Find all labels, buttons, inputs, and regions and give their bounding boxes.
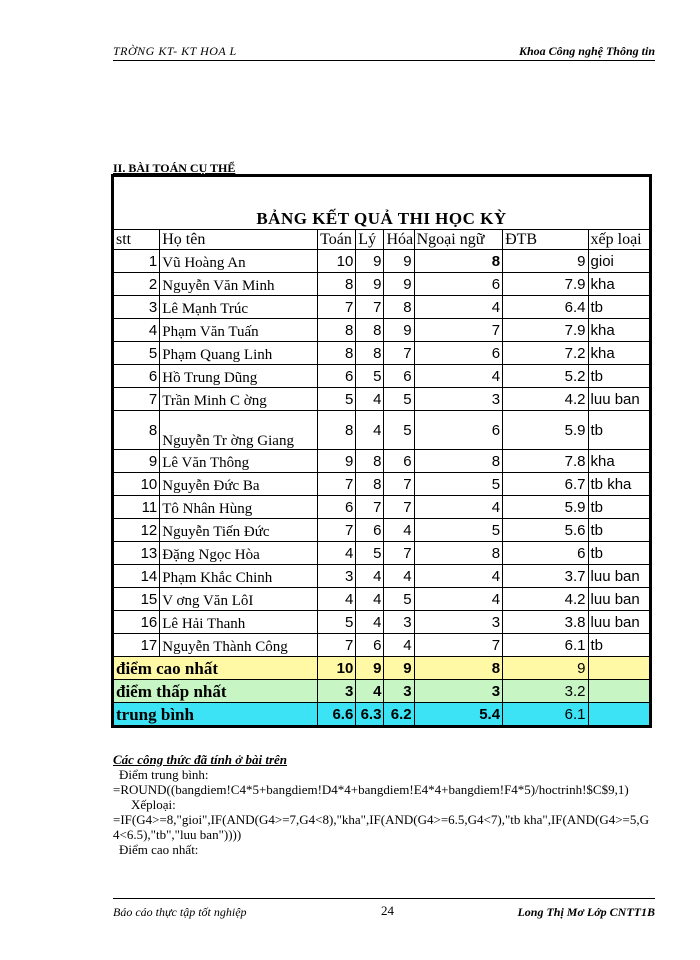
score-average: 4.2 xyxy=(503,388,588,411)
table-row xyxy=(114,473,650,496)
summary-cell: 6.3 xyxy=(356,703,384,726)
col-header-stt: stt xyxy=(114,230,160,250)
student-name: Nguyễn Thành Công xyxy=(160,634,318,657)
table-row xyxy=(114,542,650,565)
score-language: 7 xyxy=(414,319,502,342)
score-average: 7.8 xyxy=(503,450,588,473)
score-chemistry: 5 xyxy=(384,388,414,411)
score-language: 6 xyxy=(414,411,502,450)
score-physics: 4 xyxy=(356,611,384,634)
table-header-row xyxy=(114,230,650,250)
score-language: 8 xyxy=(414,450,502,473)
summary-cell: 3 xyxy=(414,680,502,703)
rank: tb xyxy=(588,519,649,542)
student-name: Tô Nhân Hùng xyxy=(160,496,318,519)
score-language: 4 xyxy=(414,565,502,588)
score-average: 7.9 xyxy=(503,319,588,342)
rank-formula-label: Xếploại: xyxy=(131,797,176,812)
score-math: 6 xyxy=(318,365,356,388)
col-header-rank: xếp loại xyxy=(588,230,649,250)
score-physics: 6 xyxy=(356,634,384,657)
score-chemistry: 4 xyxy=(384,519,414,542)
score-average: 7.9 xyxy=(503,273,588,296)
row-stt: 11 xyxy=(114,496,160,519)
summary-cell-empty xyxy=(588,680,649,703)
avg-formula: =ROUND((bangdiem!C4*5+bangdiem!D4*4+bangdiem!E4*4+bangdiem!F4*5)/hoctrinh!$C$9,1) xyxy=(113,782,629,797)
rank: tb xyxy=(588,634,649,657)
score-chemistry: 7 xyxy=(384,473,414,496)
score-average: 6.7 xyxy=(503,473,588,496)
score-math: 4 xyxy=(318,588,356,611)
score-language: 5 xyxy=(414,473,502,496)
score-chemistry: 7 xyxy=(384,342,414,365)
score-physics: 4 xyxy=(356,411,384,450)
row-stt: 6 xyxy=(114,365,160,388)
student-name: Lê Mạnh Trúc xyxy=(160,296,318,319)
table-row xyxy=(114,611,650,634)
rank: tb xyxy=(588,496,649,519)
score-language: 3 xyxy=(414,611,502,634)
col-header-average: ĐTB xyxy=(503,230,588,250)
table-row xyxy=(114,342,650,365)
score-math: 7 xyxy=(318,473,356,496)
row-stt: 16 xyxy=(114,611,160,634)
score-physics: 8 xyxy=(356,473,384,496)
table-row xyxy=(114,496,650,519)
score-math: 9 xyxy=(318,450,356,473)
col-header-math: Toán xyxy=(318,230,356,250)
score-chemistry: 9 xyxy=(384,319,414,342)
score-language: 5 xyxy=(414,519,502,542)
table-row xyxy=(114,365,650,388)
rank: tb xyxy=(588,296,649,319)
student-name: Phạm Văn Tuấn xyxy=(160,319,318,342)
student-name: Phạm Khắc Chinh xyxy=(160,565,318,588)
score-physics: 4 xyxy=(356,565,384,588)
summary-cell: 3 xyxy=(384,680,414,703)
rank: gioi xyxy=(588,250,649,273)
rank: luu ban xyxy=(588,588,649,611)
table-row xyxy=(114,319,650,342)
score-language: 6 xyxy=(414,342,502,365)
table-row xyxy=(114,450,650,473)
score-math: 3 xyxy=(318,565,356,588)
score-chemistry: 7 xyxy=(384,542,414,565)
score-average: 4.2 xyxy=(503,588,588,611)
score-language: 4 xyxy=(414,496,502,519)
score-average: 3.7 xyxy=(503,565,588,588)
score-physics: 4 xyxy=(356,588,384,611)
score-chemistry: 8 xyxy=(384,296,414,319)
summary-cell: 10 xyxy=(318,657,356,680)
score-physics: 8 xyxy=(356,450,384,473)
rank: tb kha xyxy=(588,473,649,496)
summary-row-max xyxy=(114,657,650,680)
student-name: V ơng Văn LôI xyxy=(160,588,318,611)
row-stt: 2 xyxy=(114,273,160,296)
score-math: 4 xyxy=(318,542,356,565)
score-average: 9 xyxy=(503,250,588,273)
col-header-chemistry: Hóa xyxy=(384,230,414,250)
summary-cell: 6.2 xyxy=(384,703,414,726)
summary-label: điểm cao nhất xyxy=(114,657,318,680)
score-physics: 9 xyxy=(356,250,384,273)
score-chemistry: 4 xyxy=(384,565,414,588)
score-chemistry: 6 xyxy=(384,450,414,473)
score-language: 8 xyxy=(414,250,502,273)
table-row xyxy=(114,250,650,273)
score-math: 10 xyxy=(318,250,356,273)
table-row xyxy=(114,411,650,450)
score-average: 5.9 xyxy=(503,496,588,519)
score-physics: 5 xyxy=(356,365,384,388)
student-name: Trần Minh C ờng xyxy=(160,388,318,411)
summary-cell: 4 xyxy=(356,680,384,703)
formulas-title: Các công thức đã tính ở bài trên xyxy=(113,752,288,767)
row-stt: 15 xyxy=(114,588,160,611)
avg-formula-label: Điểm trung bình: xyxy=(119,767,209,782)
row-stt: 1 xyxy=(114,250,160,273)
score-average: 5.9 xyxy=(503,411,588,450)
score-math: 8 xyxy=(318,273,356,296)
header-faculty: Khoa Công nghệ Thông tin xyxy=(518,44,655,58)
table-row xyxy=(114,634,650,657)
score-physics: 6 xyxy=(356,519,384,542)
summary-cell: 9 xyxy=(356,657,384,680)
score-math: 8 xyxy=(318,342,356,365)
score-math: 7 xyxy=(318,634,356,657)
table-row xyxy=(114,519,650,542)
score-average: 3.8 xyxy=(503,611,588,634)
score-physics: 8 xyxy=(356,342,384,365)
col-header-language: Ngoại ngữ xyxy=(414,230,502,250)
score-language: 4 xyxy=(414,588,502,611)
summary-cell: 8 xyxy=(414,657,502,680)
score-physics: 4 xyxy=(356,388,384,411)
summary-row-min xyxy=(114,680,650,703)
page-footer xyxy=(113,898,655,919)
student-name: Lê Văn Thông xyxy=(160,450,318,473)
summary-cell: 3 xyxy=(318,680,356,703)
score-chemistry: 5 xyxy=(384,588,414,611)
header-school: TRỜNG KT- KT HOA L xyxy=(113,44,237,58)
rank: luu ban xyxy=(588,565,649,588)
score-math: 7 xyxy=(318,519,356,542)
score-math: 6 xyxy=(318,496,356,519)
row-stt: 4 xyxy=(114,319,160,342)
score-physics: 5 xyxy=(356,542,384,565)
summary-cell: 6.6 xyxy=(318,703,356,726)
col-header-name: Họ tên xyxy=(160,230,318,250)
rank: kha xyxy=(588,450,649,473)
score-physics: 7 xyxy=(356,496,384,519)
rank: kha xyxy=(588,273,649,296)
rank: kha xyxy=(588,342,649,365)
score-chemistry: 7 xyxy=(384,496,414,519)
score-language: 3 xyxy=(414,388,502,411)
summary-cell: 6.1 xyxy=(503,703,588,726)
score-chemistry: 4 xyxy=(384,634,414,657)
row-stt: 12 xyxy=(114,519,160,542)
rank: kha xyxy=(588,319,649,342)
score-average: 5.6 xyxy=(503,519,588,542)
student-name: Vũ Hoàng An xyxy=(160,250,318,273)
grade-table xyxy=(111,174,652,728)
row-stt: 17 xyxy=(114,634,160,657)
score-chemistry: 9 xyxy=(384,273,414,296)
student-name: Lê Hải Thanh xyxy=(160,611,318,634)
score-average: 5.2 xyxy=(503,365,588,388)
row-stt: 8 xyxy=(114,411,160,450)
section-title: II. BÀI TOÁN CỤ THỂ xyxy=(113,161,236,175)
score-average: 6.4 xyxy=(503,296,588,319)
row-stt: 5 xyxy=(114,342,160,365)
score-math: 8 xyxy=(318,319,356,342)
table-row xyxy=(114,273,650,296)
score-language: 4 xyxy=(414,296,502,319)
student-name: Nguyễn Tr ờng Giang xyxy=(160,411,318,450)
summary-label: điểm thấp nhất xyxy=(114,680,318,703)
student-name: Đặng Ngọc Hòa xyxy=(160,542,318,565)
max-formula-label: Điểm cao nhất: xyxy=(119,842,199,857)
score-average: 6.1 xyxy=(503,634,588,657)
score-average: 7.2 xyxy=(503,342,588,365)
footer-report-title: Báo cáo thực tập tốt nghiệp xyxy=(113,905,247,919)
summary-label: trung bình xyxy=(114,703,318,726)
score-math: 7 xyxy=(318,296,356,319)
score-physics: 7 xyxy=(356,296,384,319)
student-name: Nguyễn Văn Minh xyxy=(160,273,318,296)
student-name: Nguyễn Tiến Đức xyxy=(160,519,318,542)
summary-cell: 9 xyxy=(503,657,588,680)
table-title: BẢNG KẾT QUẢ THI HỌC KỲ xyxy=(114,177,650,230)
row-stt: 3 xyxy=(114,296,160,319)
score-average: 6 xyxy=(503,542,588,565)
table-row xyxy=(114,296,650,319)
table-row xyxy=(114,388,650,411)
row-stt: 9 xyxy=(114,450,160,473)
table-row xyxy=(114,565,650,588)
score-chemistry: 6 xyxy=(384,365,414,388)
score-language: 4 xyxy=(414,365,502,388)
summary-cell: 3.2 xyxy=(503,680,588,703)
score-physics: 8 xyxy=(356,319,384,342)
score-physics: 9 xyxy=(356,273,384,296)
row-stt: 13 xyxy=(114,542,160,565)
student-name: Hồ Trung Dũng xyxy=(160,365,318,388)
score-chemistry: 3 xyxy=(384,611,414,634)
score-language: 7 xyxy=(414,634,502,657)
summary-row-average xyxy=(114,703,650,726)
page-number: 24 xyxy=(381,903,394,918)
summary-cell: 9 xyxy=(384,657,414,680)
row-stt: 10 xyxy=(114,473,160,496)
row-stt: 14 xyxy=(114,565,160,588)
score-math: 8 xyxy=(318,411,356,450)
student-name: Nguyễn Đức Ba xyxy=(160,473,318,496)
formulas-section xyxy=(113,752,653,857)
rank: tb xyxy=(588,542,649,565)
student-name: Phạm Quang Linh xyxy=(160,342,318,365)
summary-cell-empty xyxy=(588,703,649,726)
rank-formula: =IF(G4>=8,"gioi",IF(AND(G4>=7,G4<8),"kha",IF(AND(G4>=6.5,G4<7),"tb kha",IF(AND(G4>=5,G4<6.5),"tb","luu ban")))) xyxy=(113,812,650,842)
score-chemistry: 5 xyxy=(384,411,414,450)
score-language: 6 xyxy=(414,273,502,296)
score-chemistry: 9 xyxy=(384,250,414,273)
rank: luu ban xyxy=(588,611,649,634)
rank: tb xyxy=(588,365,649,388)
table-row xyxy=(114,588,650,611)
score-math: 5 xyxy=(318,611,356,634)
summary-cell: 5.4 xyxy=(414,703,502,726)
score-math: 5 xyxy=(318,388,356,411)
score-language: 8 xyxy=(414,542,502,565)
summary-cell-empty xyxy=(588,657,649,680)
rank: luu ban xyxy=(588,388,649,411)
col-header-physics: Lý xyxy=(356,230,384,250)
rank: tb xyxy=(588,411,649,450)
row-stt: 7 xyxy=(114,388,160,411)
footer-author: Long Thị Mơ Lớp CNTT1B xyxy=(517,905,655,919)
page-header xyxy=(113,44,655,61)
